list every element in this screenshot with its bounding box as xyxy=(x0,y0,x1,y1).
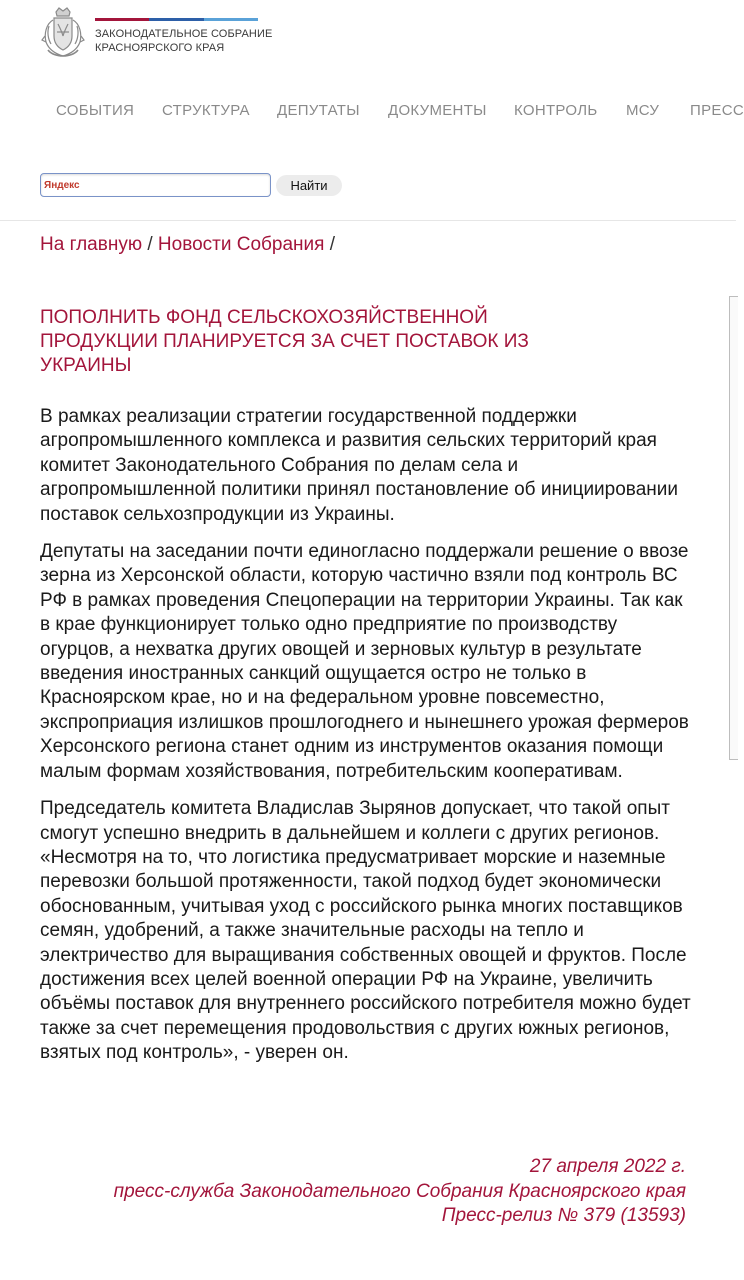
press-release-number: Пресс-релиз № 379 (13593) xyxy=(441,1205,686,1226)
search-button[interactable]: Найти xyxy=(276,175,342,196)
article-body xyxy=(40,405,692,1079)
breadcrumb-separator: / xyxy=(329,234,336,255)
nav-item-events[interactable]: СОБЫТИЯ xyxy=(56,102,135,119)
logo-line-2: КРАСНОЯРСКОГО КРАЯ xyxy=(95,42,225,54)
article-date: 27 апреля 2022 г. xyxy=(529,1156,686,1177)
logo-bar-segment xyxy=(177,18,204,21)
main-nav xyxy=(0,102,744,124)
article-source: пресс-служба Законодательного Собрания Красноярского края xyxy=(113,1180,686,1202)
nav-item-press[interactable]: ПРЕСС xyxy=(690,102,744,119)
header-divider xyxy=(0,220,736,221)
article-signature xyxy=(40,1155,686,1229)
logo-text xyxy=(95,27,272,55)
search-form xyxy=(40,173,370,199)
logo-bar-segment xyxy=(204,18,231,21)
article-paragraph: Депутаты на заседании почти единогласно поддержали решение о ввозе зерна из Херсонской области, которую частично взяли под контроль ВС РФ в рамках проведения Спецоперации на территории Украины. Так как в крае функционирует только одно предприятие по производству огурцов, а нехватка других овощей и зерновых культур в результате введения иностранных санкций ощущается остро не только в Красноярском крае, но и на федеральном уровне повсеместно, экспроприация излишков прошлогоднего и нынешнего урожая фермеров Херсонского региона станет одним из инструментов оказания помощи малым формам хозяйствования, потребительским кооперативам. xyxy=(40,541,689,782)
logo-bar-segment xyxy=(95,18,122,21)
nav-item-msu[interactable]: МСУ xyxy=(626,102,660,119)
logo-color-bars xyxy=(95,18,258,21)
nav-item-documents[interactable]: ДОКУМЕНТЫ xyxy=(388,102,487,119)
nav-item-control[interactable]: КОНТРОЛЬ xyxy=(514,102,598,119)
logo-bar-segment xyxy=(149,18,176,21)
side-panel-edge[interactable] xyxy=(729,296,738,760)
breadcrumb-separator: / xyxy=(147,234,153,255)
breadcrumb xyxy=(40,234,335,256)
search-input[interactable] xyxy=(40,173,271,197)
coat-of-arms-icon xyxy=(40,6,86,60)
logo-bar-segment xyxy=(122,18,149,21)
breadcrumb-section-link[interactable]: Новости Собрания xyxy=(157,234,325,255)
article-title: ПОПОЛНИТЬ ФОНД СЕЛЬСКОХОЗЯЙСТВЕННОЙ ПРОДУКЦИИ ПЛАНИРУЕТСЯ ЗА СЧЕТ ПОСТАВОК ИЗ УКРАИНЫ xyxy=(40,307,529,376)
site-logo[interactable] xyxy=(40,6,273,60)
nav-item-deputies[interactable]: ДЕПУТАТЫ xyxy=(277,102,360,119)
breadcrumb-home-link[interactable]: На главную xyxy=(40,234,143,255)
nav-item-structure[interactable]: СТРУКТУРА xyxy=(162,102,250,119)
article-paragraph: В рамках реализации стратегии государственной поддержки агропромышленного комплекса и развития сельских территорий края комитет Законодательного Собрания по делам села и агропромышленной политики принял постановление об инициировании поставок сельхозпродукции из Украины. xyxy=(40,406,678,525)
logo-line-1: ЗАКОНОДАТЕЛЬНОЕ СОБРАНИЕ xyxy=(95,28,273,40)
logo-bar-segment xyxy=(231,18,258,21)
article-paragraph: Председатель комитета Владислав Зырянов допускает, что такой опыт смогут успешно внедрить в дальнейшем и коллеги с других регионов. «Несмотря на то, что логистика предусматривает морские и наземные перевозки большой протяженности, такой подход будет экономически обоснованным, учитывая уход с российского рынка многих поставщиков семян, удобрений, а также значительные расходы на тепло и электричество для выращивания собственных овощей и фруктов. После достижения всех целей военной операции РФ на Украине, увеличить объёмы поставок для внутреннего российского потребителя можно будет также за счет перемещения продовольствия с других южных регионов, взятых под контроль», - уверен он. xyxy=(40,798,691,1064)
